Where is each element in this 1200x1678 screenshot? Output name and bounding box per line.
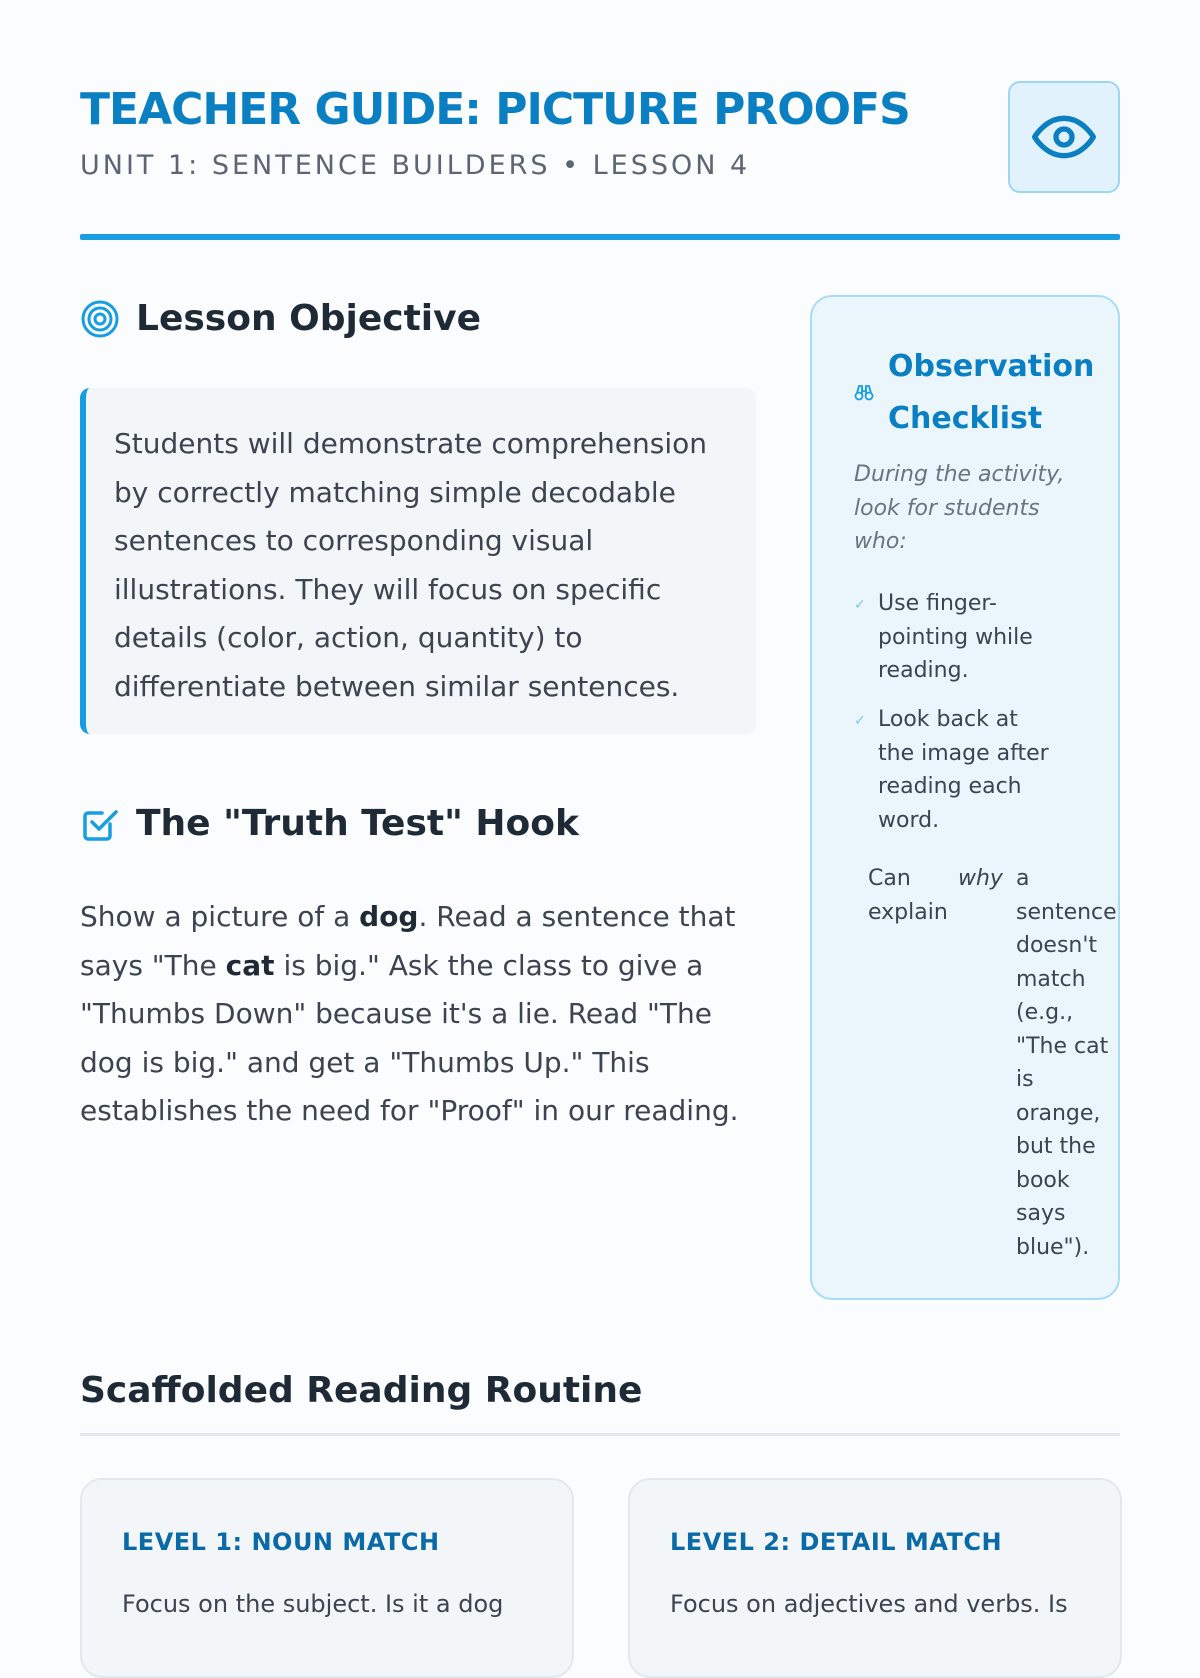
check-icon: ✓	[854, 597, 866, 613]
hook-text-part: . Read a sentence that says "The	[80, 900, 736, 982]
view-toggle-button[interactable]	[1008, 81, 1120, 193]
level-title: LEVEL 2: DETAIL MATCH	[670, 1528, 1003, 1556]
page-title: TEACHER GUIDE: PICTURE PROOFS	[80, 84, 910, 135]
checklist-item-text: Look back at the image after reading each word.	[878, 707, 1049, 833]
level-text: Focus on the subject. Is it a dog	[122, 1590, 504, 1618]
level-text: Focus on adjectives and verbs. Is	[670, 1590, 1068, 1618]
objective-text: Students will demonstrate comprehension by correctly matching simple decodable sentences to corresponding visual illustrations. They will focus on specific details (color, action, quantity) to differentiate between similar sentences.	[114, 427, 708, 703]
checklist-item-lead: Can explain	[868, 866, 948, 925]
checklist-title: Observation Checklist	[888, 349, 1095, 436]
header-divider	[80, 234, 1120, 240]
hook-text-part: is big." Ask the class to give a "Thumbs Down" because it's a lie. Read "The dog is big." and get a "Thumbs Up." This establishes the need for "Proof" in our reading.	[80, 948, 739, 1127]
eye-icon	[1032, 105, 1096, 169]
hook-text-part: Show a picture of a	[80, 900, 360, 933]
hook-emphasis-cat: cat	[225, 948, 275, 982]
checklist-item-text: Use finger-pointing while reading.	[878, 591, 1033, 683]
page-subtitle: UNIT 1: SENTENCE BUILDERS • LESSON 4	[80, 150, 751, 181]
objective-callout	[80, 388, 756, 734]
checklist-item	[854, 587, 1054, 688]
level-title: LEVEL 1: NOUN MATCH	[122, 1528, 440, 1556]
checklist-intro: During the activity, look for students who:	[854, 462, 1065, 554]
checkbox-icon	[80, 804, 120, 844]
binoculars-icon	[854, 383, 874, 403]
check-icon: ✓	[854, 713, 866, 729]
level-card	[628, 1478, 1122, 1678]
hook-paragraph	[80, 893, 760, 1136]
scaffold-heading: Scaffolded Reading Routine	[80, 1370, 643, 1411]
checklist-item	[868, 862, 1118, 1264]
scaffold-divider	[80, 1433, 1120, 1436]
hook-heading-text: The "Truth Test" Hook	[136, 803, 579, 844]
checklist-item-emphasis: why	[958, 866, 1003, 891]
checklist-heading	[854, 341, 1098, 445]
hook-heading	[80, 803, 579, 844]
target-icon	[80, 299, 120, 339]
hook-emphasis-dog: dog	[359, 900, 419, 933]
level-card	[80, 1478, 574, 1678]
checklist-item	[854, 703, 1074, 837]
observation-checklist-panel	[810, 295, 1120, 1300]
objective-heading-text: Lesson Objective	[136, 298, 482, 339]
checklist-item-rest: a sentence doesn't match (e.g., "The cat is orange, but the book says blue").	[1016, 866, 1117, 1260]
objective-heading	[80, 298, 481, 339]
